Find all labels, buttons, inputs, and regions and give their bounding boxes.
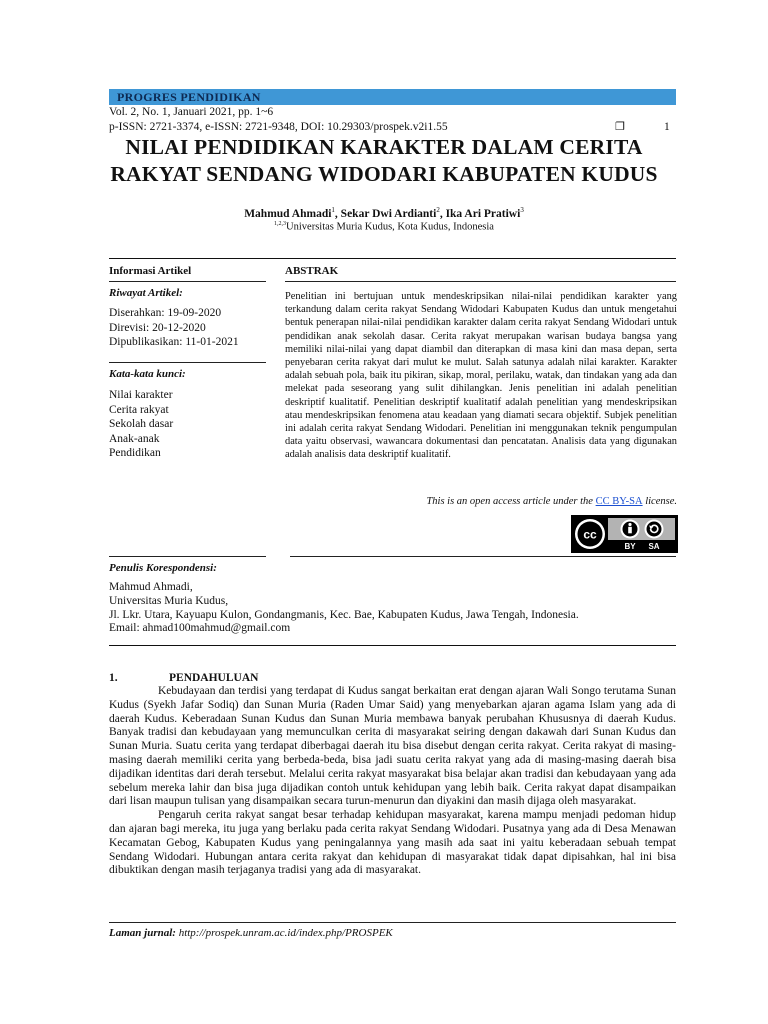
keyword: Nilai karakter: [109, 389, 173, 401]
correspondence-email: Email: ahmad100mahmud@gmail.com: [109, 622, 291, 635]
license-suffix: license.: [642, 496, 677, 507]
affiliation: [90, 218, 678, 234]
journal-footer: [109, 927, 393, 939]
footer-label: Laman jurnal:: [109, 927, 176, 939]
license-statement: [285, 496, 677, 507]
author-2-sup: 2: [436, 206, 440, 214]
correspondence-block: [109, 581, 579, 636]
badge-by-label: BY: [624, 542, 636, 551]
divider-abstract: [285, 281, 676, 282]
correspondence-label: Penulis Korespondensi:: [109, 562, 217, 574]
author-2: Sekar Dwi Ardianti: [340, 207, 437, 220]
history-label: Riwayat Artikel:: [109, 287, 183, 299]
author-1-sup: 1: [331, 206, 335, 214]
divider-info: [109, 281, 266, 282]
svg-text:cc: cc: [583, 527, 597, 542]
date-revised: Direvisi: 20-12-2020: [109, 321, 206, 334]
section-title: PENDAHULUAN: [169, 672, 259, 684]
affiliation-text: Universitas Muria Kudus, Kota Kudus, Indonesia: [286, 221, 494, 233]
cc-by-sa-badge[interactable]: [571, 515, 678, 553]
title-line-2: RAKYAT SENDANG WIDODARI KABUPATEN KUDUS: [110, 162, 658, 186]
page-box-icon: ❐: [615, 121, 625, 133]
author-separator: ,: [439, 207, 446, 220]
issn-doi: p-ISSN: 2721-3374, e-ISSN: 2721-9348, DOI: 10.29303/prospek.v2i1.55: [109, 121, 448, 133]
share-alike-icon: [645, 520, 664, 539]
journal-name-bar: [109, 89, 676, 105]
article-info-heading: Informasi Artikel: [109, 265, 192, 277]
author-separator: ,: [334, 207, 341, 220]
abstract-text: Penelitian ini bertujuan untuk mendeskripsikan nilai-nilai pendidikan karakter yang terkandung dalam cerita rakyat Sendang Widodari Kabupaten Kudus dan untuk mengetahui bentuk penerapan nilai-nilai pendidikan karakter dalam cerita rakyat Sendang Widodari untuk pendidikan anak sekolah dasar. Cerita rakyat merupakan warisan budaya bangsa yang memiliki nilai-nilai yang dapat diambil dan diterapkan di masa kini dan masa depan, serta penyebaran cerita rakyat dari mulut ke mulut. Salah satunya adalah nilai karakter. Karakter adalah sebuah pola, baik itu pikiran, sikap, moral, perilaku, watak, dan tindakan yang ada dan melekat pada seseorang yang sulit dihilangkan. Jenis penelitian ini adalah penelitian deskriptif kualitatif. Penelitian deskriptif kualitatif adalah penelitian yang mendeskripsikan atau mendeskripsikan fenomena atau keadaan yang diamati secara objektif. Subjek penelitian ini adalah cerita rakyat Sendang Widodari. Penelitian ini menggunakan teknik pengumpulan data yaitu observasi, wawancara dokumentasi dan pencatatan. Analisis data yang digunakan adalah analisis data deskriptif kualitatif.: [285, 291, 677, 461]
keyword: Anak-anak: [109, 432, 160, 445]
divider-bottom-left: [109, 556, 266, 557]
author-3: Ika Ari Pratiwi: [445, 207, 521, 220]
author-3-sup: 3: [520, 206, 524, 214]
badge-sa-label: SA: [648, 542, 660, 551]
keywords-list: [109, 388, 173, 461]
footer-url[interactable]: http://prospek.unram.ac.id/index.php/PROSPEK: [178, 927, 393, 939]
paragraph-2: Pengaruh cerita rakyat sangat besar terhadap kehidupan masyarakat, karena mampu menjadi pedoman hidup dan ajaran bagi mereka, itu juga yang berlaku pada cerita rakyat Sendang Widodari. Pusatnya yang ada di Desa Menawan Kecamatan Gebog, Kabupaten Kudus yang peningalannya yang masih ada saat ini yaitu keberadaan sebuah tempat Sendang Widodari. Hubungan antara cerita rakyat dan kehidupan di masyarakat tidak dapat dipisahkan, hal ini bisa dibuktikan dengan masih terjaganya tradisi yang ada di masyarakat.: [109, 809, 676, 877]
correspondence-institution: Universitas Muria Kudus,: [109, 594, 229, 607]
volume-line: Vol. 2, No. 1, Januari 2021, pp. 1~6: [109, 106, 274, 118]
paragraph-1: Kebudayaan dan terdisi yang terdapat di Kudus sangat berkaitan erat dengan ajaran Wali Songo terutama Sunan Kudus (Syekh Jafar Sodiq) dan Sunan Muria (Raden Umar Said) yang menyebarkan ajaran agama Islam yang ada di daerah Kudus. Keberadaan Sunan Kudus dan Sunan Muria membawa banyak perubahan Khususnya di daerah Kudus. Banyak tradisi dan kebudayaan yang memunculkan cerita di masyarakat seiring dengan dakawah dari Sunan Kudus dan Sunan Muria. Suatu cerita yang terdapat diberbagai daerah itu bisa disebut dengan cerita rakyat. Cerita rakyat di masing-masing daerah memiliki cerita yang berbeda-beda, bisa jadi suatu cerita rakyat yang ada di masing-masing daerah bisa dijadikan identitas dari derah tersebut. Melalui cerita rakyat masyarakat bisa belajar akan tradisi dan kebudayaan yang ada sebelum mereka lahir dan bisa juga dijadikan contoh untuk kehidupan yang lebih baik. Cerita rakyat dapat disampaikan dari lisan maupun tulisan yang disampaikan secara turun-menurun dan diyakini dan masih dijaga oleh masyarakat.: [109, 685, 676, 808]
attribution-icon: [621, 520, 640, 539]
date-published: Dipublikasikan: 11-01-2021: [109, 336, 239, 348]
abstract-heading: ABSTRAK: [285, 265, 339, 277]
keyword: Cerita rakyat: [109, 403, 169, 416]
keywords-label: Kata-kata kunci:: [109, 368, 186, 380]
page-number: 1: [664, 121, 670, 133]
keyword: Pendidikan: [109, 447, 161, 459]
cc-icon: [575, 519, 605, 549]
article-title: [90, 134, 678, 188]
divider-bottom-right: [290, 556, 676, 557]
author-1: Mahmud Ahmadi: [244, 207, 332, 220]
divider-correspondence: [109, 645, 676, 646]
section-body: [109, 685, 676, 878]
history-list: [109, 306, 239, 350]
divider-top: [109, 258, 676, 259]
license-prefix: This is an open access article under the: [426, 496, 596, 507]
cc-badge-graphic: [572, 516, 677, 552]
affiliation-sup: 1,2,3: [274, 221, 287, 227]
journal-name: PROGRES PENDIDIKAN: [117, 90, 261, 104]
issn-line: [109, 120, 676, 134]
divider-footer: [109, 922, 676, 923]
divider-history: [109, 362, 266, 363]
correspondence-name: Mahmud Ahmadi,: [109, 581, 193, 593]
keyword: Sekolah dasar: [109, 418, 174, 430]
correspondence-address: Jl. Lkr. Utara, Kayuapu Kulon, Gondangmanis, Kec. Bae, Kabupaten Kudus, Jawa Tengah, Indonesia.: [109, 608, 579, 621]
date-submitted: Diserahkan: 19-09-2020: [109, 307, 222, 319]
license-link[interactable]: CC BY-SA: [595, 496, 643, 507]
section-number: 1.: [109, 672, 118, 684]
title-line-1: NILAI PENDIDIKAN KARAKTER DALAM CERITA: [125, 135, 643, 159]
section-heading: [109, 672, 258, 684]
